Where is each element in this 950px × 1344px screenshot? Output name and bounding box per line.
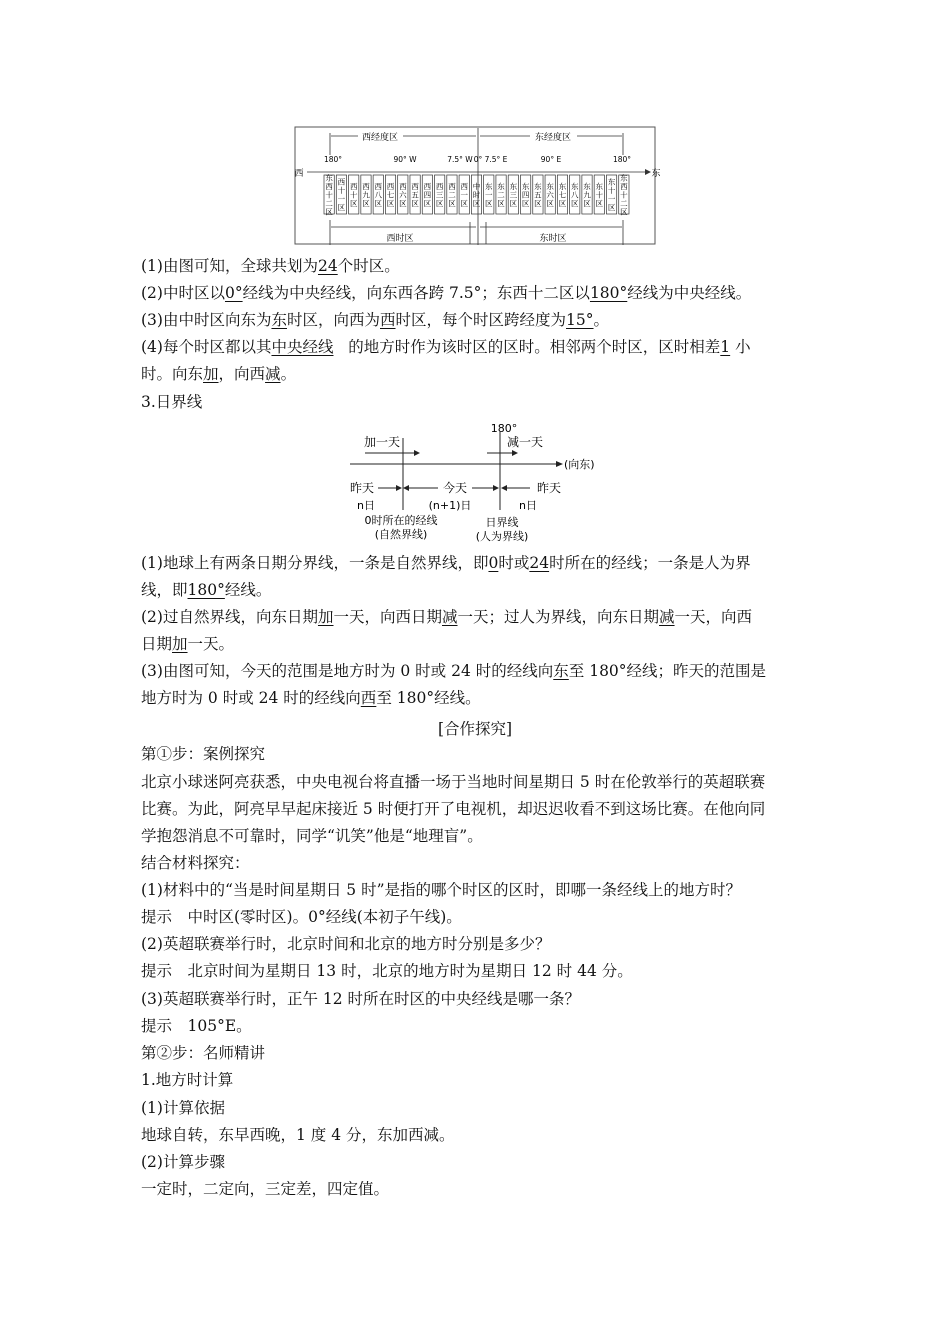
- time-zone-label: 西十区: [349, 181, 358, 208]
- dl-item-2: (2)过自然界线，向东日期加一天，向西日期减一天；过人为界线，向东日期减一天，向西: [141, 608, 753, 626]
- time-zone-label: 东一区: [485, 181, 493, 208]
- sub-day-label: 减一天: [506, 435, 544, 449]
- steps-text: 一定时，二定向，三定差，四定值。: [141, 1180, 390, 1198]
- time-zone-label: 中时区: [472, 181, 481, 208]
- dl-item-3-cont: 地方时为 0 时或 24 时的经线向西至 180°经线。: [141, 689, 481, 707]
- lon-7-5w: 7.5° W: [447, 155, 473, 164]
- basis-text: 地球自转，东早西晚，1 度 4 分，东加西减。: [141, 1126, 455, 1144]
- time-zone-label: 东五区: [534, 181, 542, 208]
- time-zone-label: 东西十二区: [620, 173, 628, 217]
- time-zone-label: 西十一区: [337, 177, 346, 212]
- n-plus-1-day: (n+1)日: [428, 499, 472, 512]
- heading-steps: (2)计算步骤: [141, 1153, 225, 1171]
- answer-3: 提示 105°E。: [141, 1017, 252, 1035]
- time-zone-label: 东四区: [521, 181, 530, 208]
- today-label: 今天: [442, 481, 468, 495]
- time-zone-label: 西六区: [399, 181, 407, 208]
- dl-item-1: (1)地球上有两条日期分界线，一条是自然界线，即0时或24时所在的经线；一条是人为界: [141, 554, 751, 572]
- time-zone-label: 西八区: [374, 181, 383, 208]
- step-1-heading: 第①步：案例探究: [141, 745, 266, 763]
- coop-title: [合作探究]: [437, 720, 513, 738]
- time-zone-label: 东三区: [509, 181, 518, 208]
- lon-180-right: 180°: [612, 155, 632, 164]
- lon-0: 0°: [473, 155, 483, 164]
- time-zone-label: 西二区: [448, 181, 456, 208]
- case-line-1: 北京小球迷阿亮获悉，中央电视台将直播一场于当地时间星期日 5 时在伦敦举行的英超联赛: [141, 773, 766, 791]
- lon-7-5e: 7.5° E: [484, 155, 508, 164]
- heading-basis: (1)计算依据: [141, 1099, 225, 1117]
- item-2: (2)中时区以0°经线为中央经线，向东西各跨 7.5°；东西十二区以180°经线为中央经线。: [141, 284, 752, 302]
- west-time-zone-label: 西时区: [386, 234, 414, 244]
- yesterday-left: 昨天: [349, 481, 375, 495]
- lon-180-left: 180°: [323, 155, 343, 164]
- dl-item-3: (3)由图可知，今天的范围是地方时为 0 时或 24 时的经线向东至 180°经线；昨天的范围是: [141, 662, 767, 680]
- item-1: (1)由图可知，全球共划为24个时区。: [141, 257, 400, 275]
- time-zone-label: 西九区: [362, 181, 370, 208]
- east-longitude-zone-label: 东经度区: [534, 133, 572, 143]
- time-zone-label: 东十一区: [607, 177, 616, 212]
- n-day-right: n日: [519, 499, 537, 512]
- answer-1: 提示 中时区(零时区)。0°经线(本初子午线)。: [141, 908, 462, 926]
- dl-item-1-cont: 线，即180°经线。: [141, 581, 272, 599]
- case-line-3: 学抱怨消息不可靠时，同学“讥笑”他是“地理盲”。: [141, 827, 483, 845]
- n-day-left: n日: [357, 499, 375, 512]
- time-zone-label: 东二区: [497, 181, 505, 208]
- date-line-diagram: [0, 418, 950, 548]
- time-zone-label: 西三区: [435, 181, 444, 208]
- item-4: (4)每个时区都以其中央经线 的地方时作为该时区的区时。相邻两个时区，区时相差1 小: [141, 338, 751, 356]
- time-zone-label: 东八区: [570, 181, 579, 208]
- to-east-label: (向东): [564, 458, 595, 471]
- question-3: (3)英超联赛举行时，正午 12 时所在时区的中央经线是哪一条？: [141, 990, 581, 1008]
- time-zone-label: 东十区: [595, 181, 604, 208]
- lon-180-label: 180°: [490, 422, 518, 435]
- natural-line-label: 0时所在的经线: [364, 514, 438, 527]
- time-zone-label: 东西十二区: [325, 173, 333, 217]
- question-1: (1)材料中的“当是时间星期日 5 时”是指的哪个时区的区时，即哪一条经线上的地方时？: [141, 881, 742, 899]
- combine-heading: 结合材料探究：: [141, 854, 250, 872]
- west-longitude-zone-label: 西经度区: [361, 133, 399, 143]
- lon-90w: 90° W: [393, 155, 417, 164]
- east-direction-label: 东: [651, 169, 661, 179]
- east-time-zone-label: 东时区: [539, 234, 567, 244]
- step-2-heading: 第②步：名师精讲: [141, 1044, 266, 1062]
- time-zone-label: 西一区: [460, 181, 468, 208]
- item-3: (3)由中时区向东为东时区，向西为西时区，每个时区跨经度为15°。: [141, 311, 610, 329]
- date-line-label: 日界线: [485, 516, 519, 529]
- question-2: (2)英超联赛举行时，北京时间和北京的地方时分别是多少？: [141, 935, 551, 953]
- answer-2: 提示 北京时间为星期日 13 时，北京的地方时为星期日 12 时 44 分。: [141, 962, 633, 980]
- dl-item-2-cont: 日期加一天。: [141, 635, 235, 653]
- lon-90e: 90° E: [540, 155, 562, 164]
- item-4-cont: 时。向东加，向西减。: [141, 365, 297, 383]
- time-zone-label: 西四区: [423, 181, 432, 208]
- time-zone-label: 西七区: [386, 181, 395, 208]
- add-day-label: 加一天: [363, 435, 401, 449]
- yesterday-right: 昨天: [536, 481, 562, 495]
- case-line-2: 比赛。为此，阿亮早早起床接近 5 时便打开了电视机，却迟迟收看不到这场比赛。在他向同: [141, 800, 766, 818]
- heading-local-time: 1.地方时计算: [141, 1071, 234, 1089]
- west-direction-label: 西: [294, 169, 304, 179]
- time-zone-label: 东九区: [583, 181, 591, 208]
- section-3-title: 3.日界线: [141, 393, 203, 411]
- date-line-note: (人为界线): [475, 530, 529, 543]
- time-zone-diagram: [0, 0, 950, 260]
- time-zone-label: 西五区: [411, 181, 419, 208]
- time-zone-label: 东七区: [558, 181, 567, 208]
- natural-line-note: (自然界线): [374, 528, 428, 541]
- time-zone-label: 东六区: [546, 181, 554, 208]
